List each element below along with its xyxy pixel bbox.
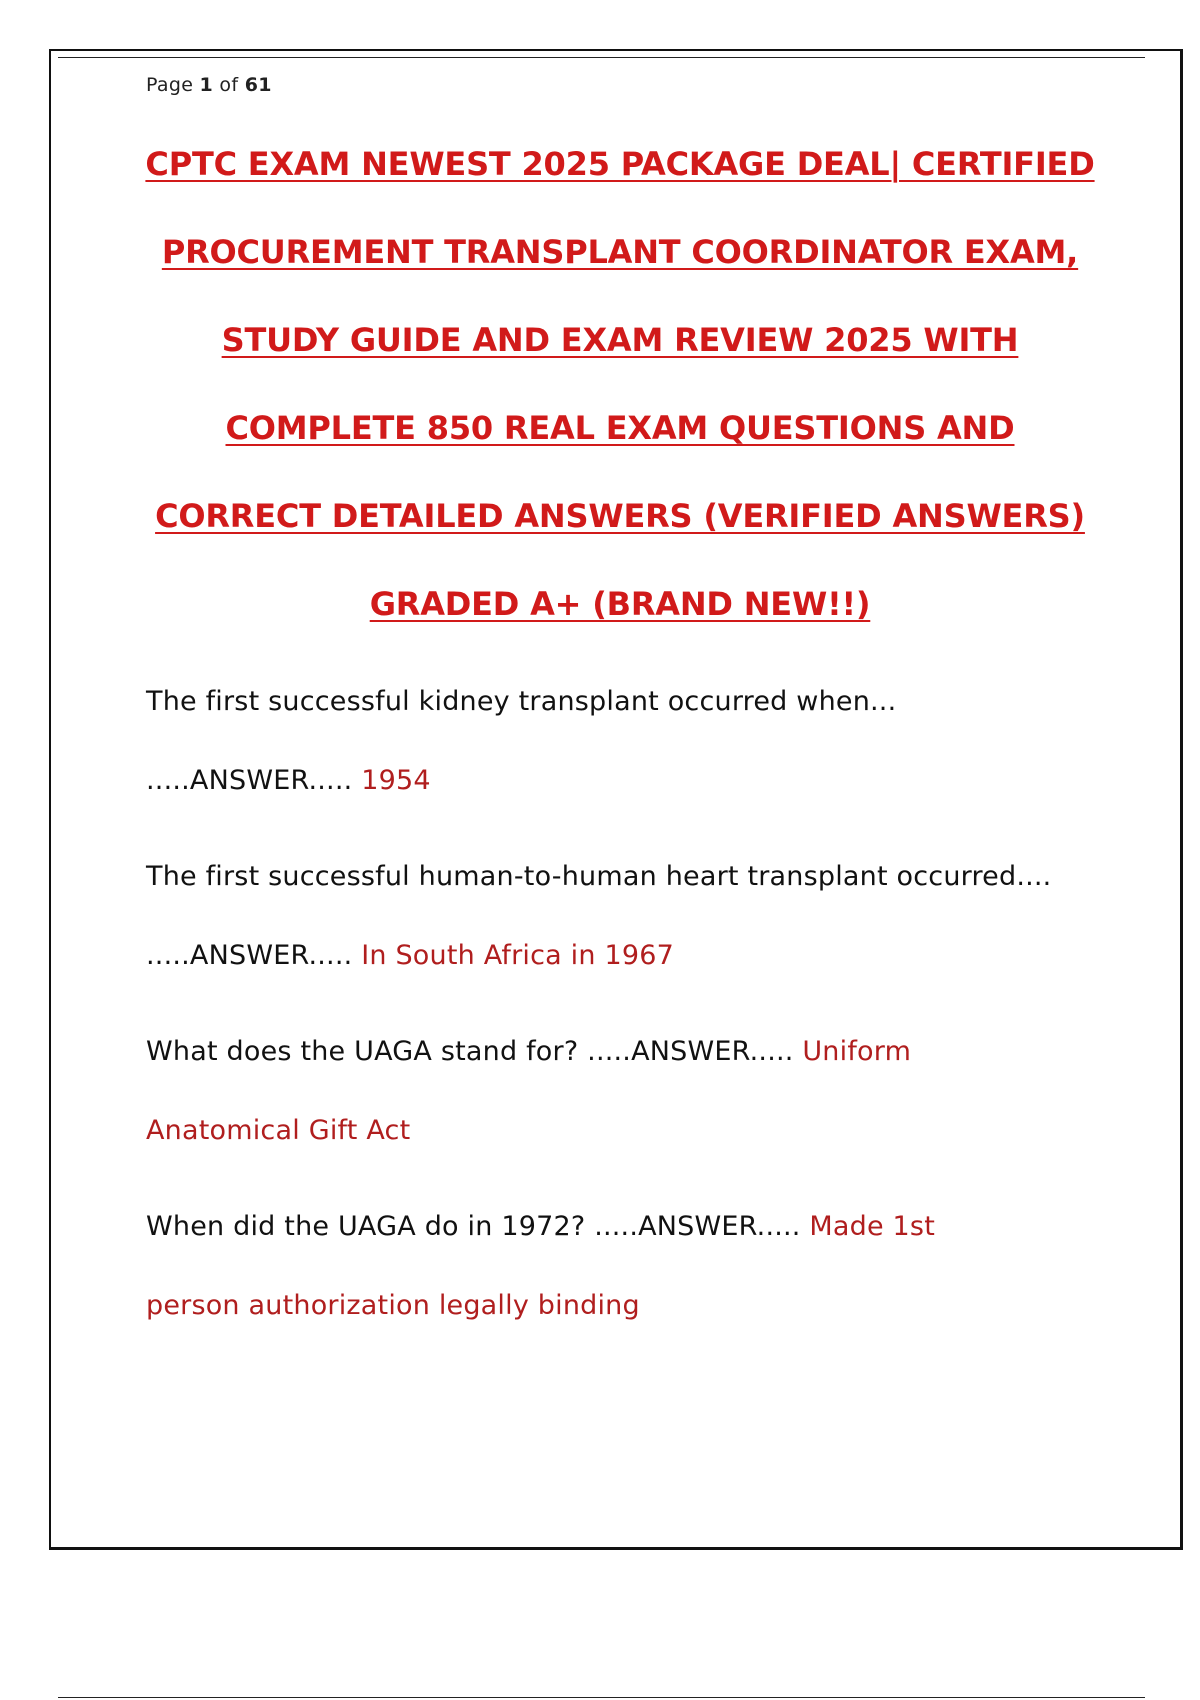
question-text: The first successful human-to-human heart transplant occurred.... — [146, 861, 1052, 892]
answer-text: 1954 — [361, 765, 431, 796]
question-line — [146, 1211, 1076, 1290]
title-line: COMPLETE 850 REAL EXAM QUESTIONS AND — [225, 409, 1015, 447]
title-line: CPTC EXAM NEWEST 2025 PACKAGE DEAL| CERTIFIED — [145, 145, 1095, 183]
page-indicator — [146, 74, 272, 96]
answer-marker: .....ANSWER..... — [146, 765, 353, 796]
page-of-label: of — [219, 74, 239, 96]
answer-text: Made 1st — [809, 1211, 935, 1242]
answer-continuation: person authorization legally binding — [146, 1290, 640, 1321]
top-rule — [58, 57, 1145, 58]
page-current: 1 — [199, 74, 214, 96]
answer-line — [146, 765, 1076, 861]
bottom-rule — [58, 1697, 1145, 1698]
question-line — [146, 1036, 1076, 1115]
title-line: GRADED A+ (BRAND NEW!!) — [369, 585, 871, 623]
answer-text: Uniform — [802, 1036, 912, 1067]
question-text: When did the UAGA do in 1972? — [146, 1211, 586, 1242]
answer-marker: .....ANSWER..... — [587, 1036, 794, 1067]
question-text: The first successful kidney transplant occurred when... — [146, 686, 897, 717]
qa-list — [146, 686, 1076, 1369]
page-total: 61 — [244, 74, 272, 96]
title-line: CORRECT DETAILED ANSWERS (VERIFIED ANSWERS) — [155, 497, 1085, 535]
answer-line — [146, 940, 1076, 1036]
answer-marker: .....ANSWER..... — [146, 940, 353, 971]
document-title — [120, 145, 1120, 673]
answer-continuation: Anatomical Gift Act — [146, 1115, 411, 1146]
page-label: Page — [146, 74, 194, 96]
answer-marker: .....ANSWER..... — [594, 1211, 801, 1242]
title-line: STUDY GUIDE AND EXAM REVIEW 2025 WITH — [221, 321, 1019, 359]
title-line: PROCUREMENT TRANSPLANT COORDINATOR EXAM, — [161, 233, 1079, 271]
question-text: What does the UAGA stand for? — [146, 1036, 579, 1067]
answer-text: In South Africa in 1967 — [361, 940, 674, 971]
